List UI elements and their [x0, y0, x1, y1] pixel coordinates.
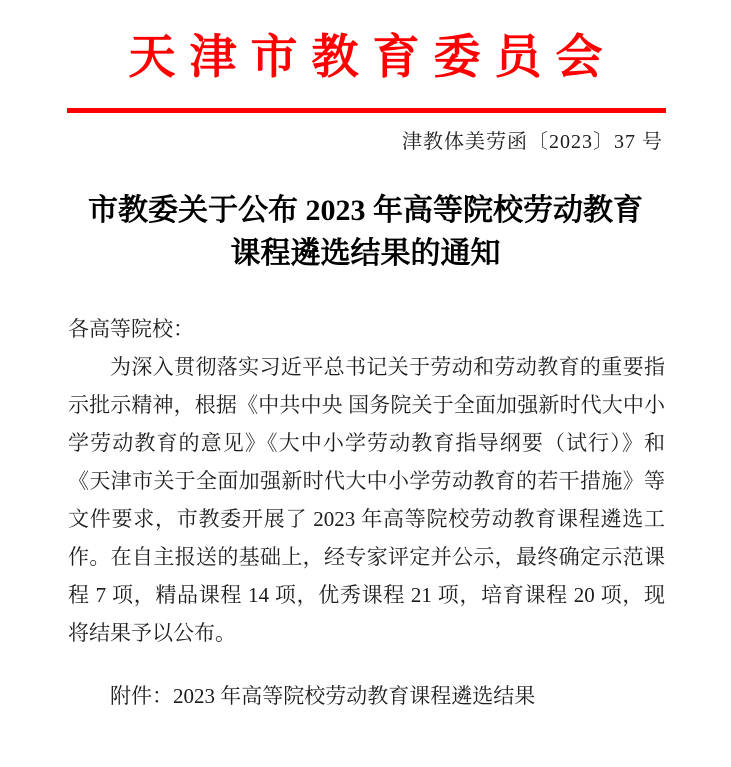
attachment-line: 附件：2023 年高等院校劳动教育课程遴选结果 [110, 684, 536, 708]
official-document [0, 30, 731, 767]
letterhead [0, 30, 731, 156]
document-title-line-2: 课程遴选结果的通知 [230, 237, 501, 270]
issuer-title: 天津市教育委员会 [128, 32, 617, 84]
salutation: 各高等院校： [68, 317, 194, 341]
body-paragraph: 为深入贯彻落实习近平总书记关于劳动和劳动教育的重要指示批示精神，根据《中共中央 国务院关于全面加强新时代大中小学劳动教育的意见》《大中小学劳动教育指导纲要（试行）》和《天津市关于全面加强新时代大中小学劳动教育的若干措施》等文件要求，市教委开展了 2023 年高等院校劳动教育课程遴选工作。在自主报送的基础上，经专家评定并公示，最终确定示范课程 7 项，精品课程 14 项，优秀课程 21 项，培育课程 20 项，现将结果予以公布。 [68, 355, 665, 645]
document-number: 津教体美劳函〔2023〕37 号 [402, 131, 663, 153]
document-title-line-1: 市教委关于公布 2023 年高等院校劳动教育 [88, 194, 643, 227]
document-page [0, 30, 731, 767]
document-body [68, 310, 665, 715]
red-divider-line [67, 108, 666, 113]
document-title [30, 189, 701, 275]
